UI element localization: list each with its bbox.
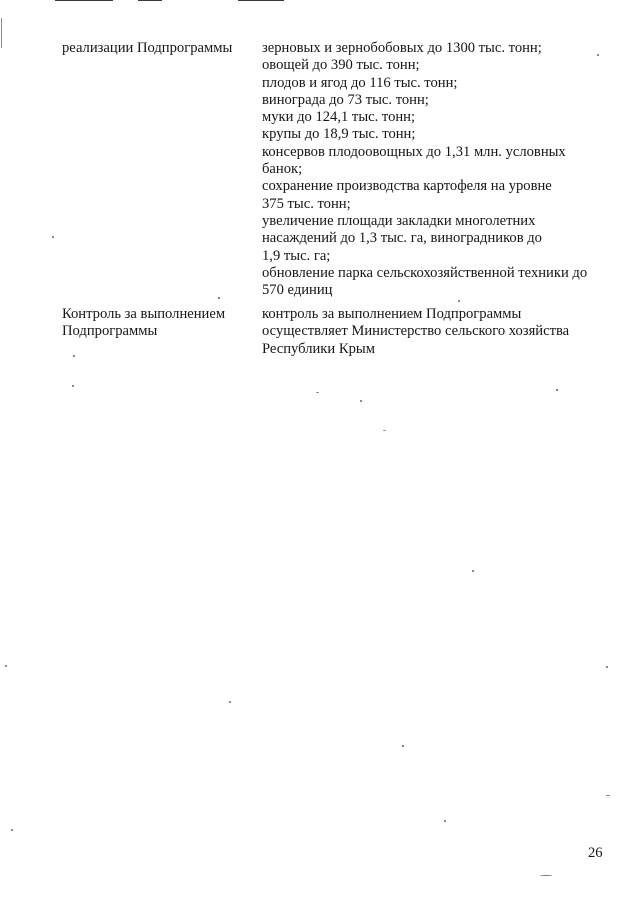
scan-speck	[52, 236, 54, 238]
row-content	[262, 40, 622, 299]
content-line: осуществляет Министерство сельского хозяйства	[262, 323, 570, 340]
scan-border-mark	[55, 0, 113, 1]
scan-speck	[5, 665, 7, 667]
content-line: крупы до 18,9 тыс. тонн;	[262, 126, 416, 143]
content-line: 570 единиц	[262, 282, 333, 299]
scan-speck	[444, 820, 446, 822]
row-label	[62, 306, 225, 341]
scan-speck	[540, 875, 552, 876]
content-line: винограда до 73 тыс. тонн;	[262, 91, 429, 108]
content-line: 375 тыс. тонн;	[262, 195, 351, 212]
scan-speck	[229, 701, 231, 703]
scan-speck	[606, 666, 608, 668]
content-line: контроль за выполнением Подпрограммы	[262, 306, 522, 322]
content-line: Республики Крым	[262, 340, 375, 357]
scan-speck	[72, 385, 74, 387]
content-line: зерновых и зернобобовых до 1300 тыс. тонн;	[262, 40, 542, 56]
row-label-line: реализации Подпрограммы	[62, 40, 233, 56]
scan-speck	[73, 355, 75, 357]
scan-speck	[360, 400, 362, 402]
scan-speck	[606, 795, 610, 796]
content-line: 1,9 тыс. га;	[262, 247, 331, 264]
row-label-line: Контроль за выполнением	[62, 306, 226, 322]
content-line: муки до 124,1 тыс. тонн;	[262, 109, 416, 126]
row-label-line: Подпрограммы	[62, 323, 158, 340]
scan-speck	[556, 389, 558, 391]
scan-border-mark	[238, 0, 284, 1]
scan-speck	[316, 392, 319, 393]
content-line: банок;	[262, 161, 303, 178]
scan-speck	[597, 54, 599, 56]
content-line: увеличение площади закладки многолетних	[262, 212, 536, 229]
scan-speck	[11, 829, 13, 831]
scan-border-mark	[138, 0, 162, 1]
content-line: насаждений до 1,3 тыс. га, виноградников до	[262, 230, 542, 247]
row-label	[62, 40, 232, 57]
scan-speck	[402, 745, 404, 747]
scan-speck	[472, 570, 474, 572]
content-line: консервов плодоовощных до 1,31 млн. условных	[262, 143, 566, 160]
row-content	[262, 306, 622, 358]
scan-speck	[383, 430, 386, 431]
content-line: обновление парка сельскохозяйственной техники до	[262, 264, 588, 281]
content-line: плодов и ягод до 116 тыс. тонн;	[262, 74, 458, 91]
scan-speck	[218, 297, 220, 299]
scan-speck	[458, 300, 460, 302]
scan-border-mark	[1, 18, 2, 48]
content-line: сохранение производства картофеля на уровне	[262, 178, 552, 195]
page-number: 26	[588, 845, 603, 861]
content-line: овощей до 390 тыс. тонн;	[262, 57, 420, 74]
